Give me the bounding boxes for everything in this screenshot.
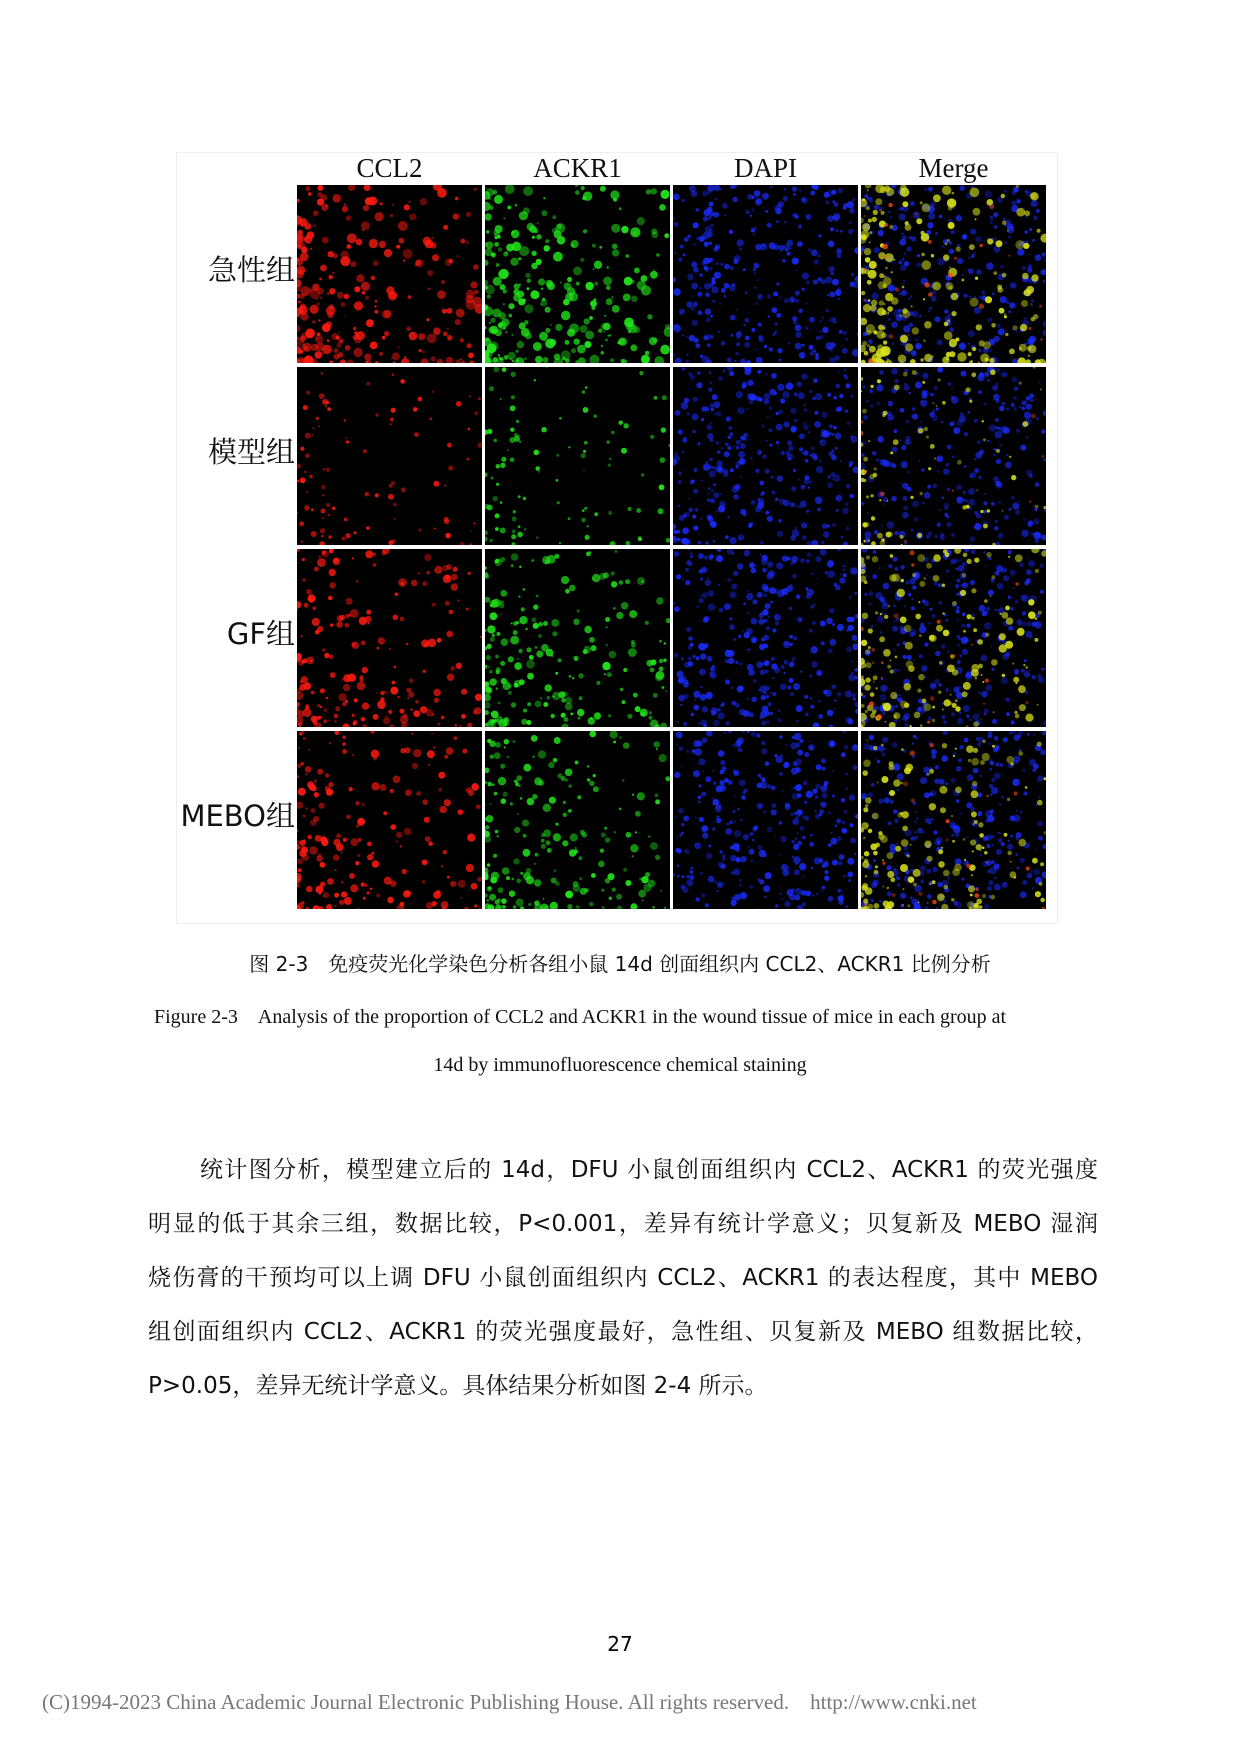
figure-immunofluorescence-grid — [176, 152, 1058, 924]
micrograph-gf-merge — [861, 549, 1046, 727]
micrograph-model-ackr1 — [485, 367, 670, 545]
micrograph-model-merge — [861, 367, 1046, 545]
paragraph-line: 烧伤膏的干预均可以上调 DFU 小鼠创面组织内 CCL2、ACKR1 的表达程度，其中 MEBO — [148, 1265, 1098, 1291]
column-header-ackr1: ACKR1 — [533, 153, 622, 183]
figure-caption-english-line1: Figure 2-3 Analysis of the proportion of CCL2 and ACKR1 in the wound tissue of mice in each group at — [154, 1006, 1007, 1028]
page-number: 27 — [607, 1632, 633, 1656]
paragraph-line: 明显的低于其余三组，数据比较，P<0.001，差异有统计学意义；贝复新及 MEBO 湿润 — [148, 1211, 1098, 1237]
copyright-footer: (C)1994-2023 China Academic Journal Electronic Publishing House. All rights reserved. http://www.cnki.net — [42, 1690, 977, 1714]
micrograph-mebo-dapi — [673, 731, 858, 909]
row-label-acute: 急性组 — [207, 253, 295, 287]
paragraph-line: P>0.05，差异无统计学意义。具体结果分析如图 2-4 所示。 — [148, 1373, 768, 1399]
column-header-merge: Merge — [918, 153, 989, 183]
row-label-model: 模型组 — [207, 435, 295, 469]
micrograph-mebo-ackr1 — [485, 731, 670, 909]
micrograph-gf-ackr1 — [485, 549, 670, 727]
body-paragraph — [148, 1143, 1098, 1413]
micrograph-model-ccl2 — [297, 367, 482, 545]
micrograph-mebo-ccl2 — [297, 731, 482, 909]
column-header-ccl2: CCL2 — [356, 153, 423, 183]
micrograph-acute-merge — [861, 185, 1046, 363]
micrograph-acute-ackr1 — [485, 185, 670, 363]
micrograph-mebo-merge — [861, 731, 1046, 909]
row-label-mebo: MEBO组 — [180, 799, 295, 833]
micrograph-acute-ccl2 — [297, 185, 482, 363]
figure-caption-chinese: 图 2-3 免疫荧光化学染色分析各组小鼠 14d 创面组织内 CCL2、ACKR1 比例分析 — [249, 952, 991, 976]
micrograph-model-dapi — [673, 367, 858, 545]
column-header-dapi: DAPI — [733, 153, 797, 183]
micrograph-gf-ccl2 — [297, 549, 482, 727]
micrograph-acute-dapi — [673, 185, 858, 363]
paragraph-line: 组创面组织内 CCL2、ACKR1 的荧光强度最好，急性组、贝复新及 MEBO 组数据比较， — [148, 1319, 1098, 1345]
figure-caption-english-line2: 14d by immunofluorescence chemical staining — [433, 1054, 807, 1076]
micrograph-gf-dapi — [673, 549, 858, 727]
paragraph-line: 统计图分析，模型建立后的 14d，DFU 小鼠创面组织内 CCL2、ACKR1 的荧光强度 — [200, 1157, 1098, 1183]
row-label-gf: GF组 — [226, 617, 295, 651]
